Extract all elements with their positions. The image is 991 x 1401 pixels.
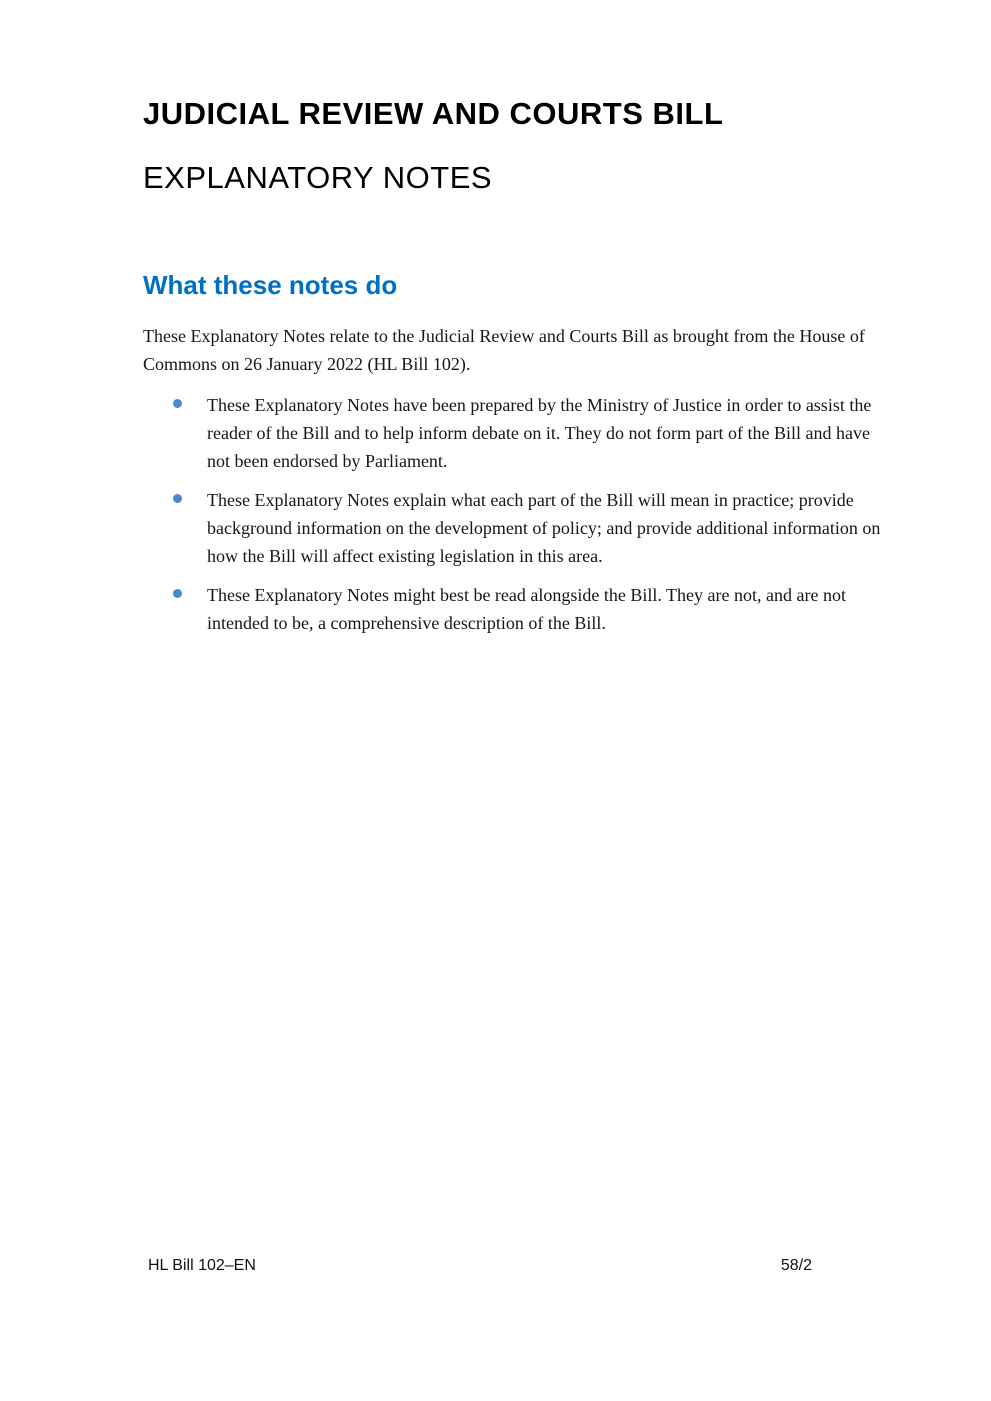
footer-bill-reference: HL Bill 102–EN	[148, 1257, 256, 1274]
document-header	[143, 96, 895, 196]
list-item	[143, 391, 895, 475]
intro-paragraph: These Explanatory Notes relate to the Judicial Review and Courts Bill as brought from the House of Commons on 26 January 2022 (HL Bill 102).	[143, 326, 865, 374]
list-item	[143, 581, 895, 637]
bullet-list	[143, 391, 895, 637]
section-heading: What these notes do	[143, 270, 398, 300]
bullet-text: These Explanatory Notes have been prepared by the Ministry of Justice in order to assist the reader of the Bill and to help inform debate on it. They do not form part of the Bill and have not been endorsed by Parliament.	[207, 395, 872, 471]
bullet-text: These Explanatory Notes might best be read alongside the Bill. They are not, and are not intended to be, a comprehensive description of the Bill.	[207, 585, 846, 633]
bullet-icon	[173, 494, 182, 503]
what-these-notes-do-section	[143, 270, 895, 637]
page-content	[143, 0, 895, 648]
bullet-text: These Explanatory Notes explain what each part of the Bill will mean in practice; provide background information on the development of policy; and provide additional information on how the Bill will affect existing legislation in this area.	[207, 490, 881, 566]
list-item	[143, 486, 895, 570]
page-footer	[148, 1256, 812, 1276]
bullet-icon	[173, 399, 182, 408]
footer-page-number: 58/2	[780, 1257, 812, 1274]
document-title: JUDICIAL REVIEW AND COURTS BILL	[143, 96, 724, 131]
document-subtitle: EXPLANATORY NOTES	[143, 160, 493, 195]
bullet-icon	[173, 589, 182, 598]
